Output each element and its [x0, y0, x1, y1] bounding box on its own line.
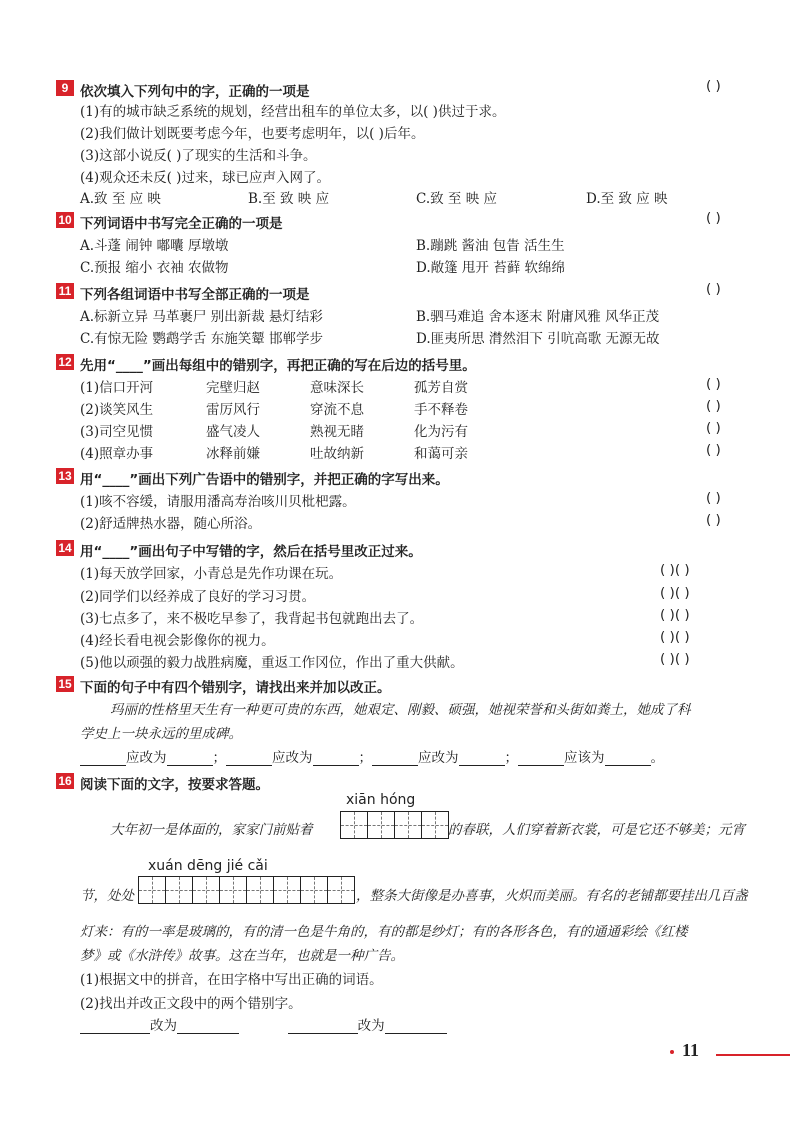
q12-word: 和蔼可亲 — [414, 446, 468, 462]
fill-blank[interactable] — [518, 753, 564, 766]
fix-label: 改为 — [357, 1018, 385, 1034]
answer-paren: ( )( ) — [660, 585, 690, 601]
pinyin-2: xuán dēng jié cǎi — [148, 858, 268, 874]
answer-paren: ( ) — [706, 398, 721, 414]
answer-paren: ( )( ) — [660, 629, 690, 645]
question-number-14: 14 — [56, 540, 74, 556]
q16-sub-1: (1)根据文中的拼音，在田字格中写出正确的词语。 — [80, 972, 383, 988]
q11-option-a: A.标新立异 马革裹尸 别出新裁 悬灯结彩 — [80, 309, 323, 325]
q11-option-c: C.有惊无险 鹦鹉学舌 东施笑颦 邯郸学步 — [80, 331, 324, 347]
q13-line-2: (2)舒适牌热水器，随心所浴。 — [80, 516, 262, 532]
tianzige-grid-2[interactable] — [138, 876, 355, 904]
q14-line-2: (2)同学们以经养成了良好的学习习贯。 — [80, 589, 316, 605]
fill-blank[interactable] — [177, 1021, 239, 1034]
q15-passage-line-2: 学史上一块永远的里成碑。 — [80, 726, 242, 742]
q12-word: 盛气凌人 — [206, 424, 260, 440]
answer-paren: ( ) — [706, 210, 721, 226]
q14-line-4: (4)经长看电视会影像你的视力。 — [80, 633, 275, 649]
q9-option-a: A.致 至 应 映 — [80, 191, 161, 207]
answer-paren: ( ) — [706, 281, 721, 297]
fill-label: 应改为 — [126, 750, 167, 766]
fill-blank[interactable] — [226, 753, 272, 766]
fill-label: 应该为 — [564, 750, 605, 766]
q12-word: 意味深长 — [310, 380, 364, 396]
fill-blank[interactable] — [385, 1021, 447, 1034]
q12-word: 完壁归赵 — [206, 380, 260, 396]
page-number: 11 — [682, 1040, 700, 1060]
tianzige-grid-1[interactable] — [340, 811, 449, 839]
question-number-11: 11 — [56, 283, 74, 299]
q13-line-1: (1)咳不容缓，请服用潘高寿治咳川贝枇杷露。 — [80, 494, 356, 510]
question-number-9: 9 — [56, 80, 74, 96]
question-16-title: 阅读下面的文字，按要求答题。 — [80, 777, 269, 793]
q12-word: 吐故纳新 — [310, 446, 364, 462]
answer-paren: ( ) — [706, 512, 721, 528]
answer-paren: ( ) — [706, 376, 721, 392]
question-15-title: 下面的句子中有四个错别字，请找出来并加以改正。 — [80, 680, 391, 696]
q14-line-1: (1)每天放学回家，小青总是先作功课在玩。 — [80, 566, 343, 582]
q9-option-d: D.至 致 应 映 — [586, 191, 668, 207]
q15-fill-line: 应改为 ； 应改为 ； 应改为 ； 应该为 。 — [80, 746, 664, 766]
question-number-13: 13 — [56, 468, 74, 484]
question-number-12: 12 — [56, 354, 74, 370]
answer-paren: ( ) — [706, 78, 721, 94]
q10-option-b: B.蹦跳 酱油 包眚 活生生 — [416, 238, 565, 254]
q16-text-2b: ，整条大街像是办喜事，火炽而美丽。有名的老铺都要挂出几百盏 — [356, 888, 748, 904]
fill-blank[interactable] — [80, 1021, 150, 1034]
q14-line-5: (5)他以顽强的毅力战胜病魔，重返工作冈位，作出了重大供献。 — [80, 655, 464, 671]
q12-word: 孤芳自赏 — [414, 380, 468, 396]
question-11-title: 下列各组词语中书写全部正确的一项是 — [80, 287, 310, 303]
q12-word: 冰释前嫌 — [206, 446, 260, 462]
question-number-10: 10 — [56, 212, 74, 228]
q9-line-1: (1)有的城市缺乏系统的规划，经营出租车的单位太多，以( )供过于求。 — [80, 104, 506, 120]
question-number-15: 15 — [56, 676, 74, 692]
q12-word: 手不释卷 — [414, 402, 468, 418]
q9-line-4: (4)观众还未反( )过来，球已应声入网了。 — [80, 170, 330, 186]
answer-paren: ( )( ) — [660, 562, 690, 578]
answer-paren: ( ) — [706, 442, 721, 458]
fix-label: 改为 — [150, 1018, 177, 1034]
answer-paren: ( )( ) — [660, 607, 690, 623]
q15-passage-line-1: 玛丽的性格里天生有一种更可贵的东西，她艰定、刚毅、硕强，她视荣誉和头街如粪土，她成了科 — [110, 702, 691, 718]
question-14-title: 用“____”画出句子中写错的字，然后在括号里改正过来。 — [80, 544, 422, 560]
question-9-title: 依次填入下列句中的字，正确的一项是 — [80, 84, 310, 100]
q9-line-3: (3)这部小说反( )了现实的生活和斗争。 — [80, 148, 317, 164]
q9-option-c: C.致 至 映 应 — [416, 191, 498, 207]
question-12-title: 先用“____”画出每组中的错别字，再把正确的写在后边的括号里。 — [80, 358, 476, 374]
q16-text-2a: 节，处处 — [80, 888, 134, 904]
answer-paren: ( ) — [706, 420, 721, 436]
q11-option-d: D.匪夷所思 潸然泪下 引吭高歌 无源无故 — [416, 331, 660, 347]
page-dot — [670, 1050, 674, 1054]
answer-paren: ( )( ) — [660, 651, 690, 667]
q16-text-1a: 大年初一是体面的，家家门前贴着 — [110, 822, 313, 838]
fill-blank[interactable] — [167, 753, 213, 766]
question-13-title: 用“____”画出下列广告语中的错别字，并把正确的字写出来。 — [80, 472, 449, 488]
fill-blank[interactable] — [288, 1021, 358, 1034]
q9-option-b: B.至 致 映 应 — [248, 191, 330, 207]
fill-blank[interactable] — [605, 753, 651, 766]
fill-blank[interactable] — [80, 753, 126, 766]
q10-option-d: D.敞篷 甩开 苔藓 软绵绵 — [416, 260, 566, 276]
q16-text-4: 梦》或《水浒传》故事。这在当年，也就是一种广告。 — [80, 948, 404, 964]
q12-word: 穿流不息 — [310, 402, 364, 418]
q12-word: (2)谈笑风生 — [80, 402, 154, 418]
answer-paren: ( ) — [706, 490, 721, 506]
fill-label: 应改为 — [418, 750, 459, 766]
q14-line-3: (3)七点多了，来不极吃早参了，我背起书包就跑出去了。 — [80, 611, 424, 627]
q9-line-2: (2)我们做计划既要考虑今年，也要考虑明年，以( )后年。 — [80, 126, 425, 142]
q12-word: (1)信口开河 — [80, 380, 154, 396]
fill-blank[interactable] — [459, 753, 505, 766]
q16-fix-line — [80, 1014, 447, 1034]
page-rule — [716, 1054, 790, 1056]
q12-word: 熟视无睹 — [310, 424, 364, 440]
fill-blank[interactable] — [313, 753, 359, 766]
q10-option-c: C.预报 缩小 衣袖 农做物 — [80, 260, 229, 276]
question-10-title: 下列词语中书写完全正确的一项是 — [80, 216, 283, 232]
q12-word: (4)照章办事 — [80, 446, 154, 462]
fill-label: 应改为 — [272, 750, 313, 766]
pinyin-1: xiān hóng — [346, 792, 416, 808]
fill-blank[interactable] — [372, 753, 418, 766]
q12-word: 雷厉风行 — [206, 402, 260, 418]
q10-option-a: A.斗蓬 闹钟 嘟囔 厚墩墩 — [80, 238, 229, 254]
q12-word: 化为污有 — [414, 424, 468, 440]
q16-sub-2: (2)找出并改正文段中的两个错别字。 — [80, 996, 302, 1012]
question-number-16: 16 — [56, 773, 74, 789]
q16-text-1b: 的春联，人们穿着新衣裳，可是它还不够美；元宵 — [448, 822, 745, 838]
q16-text-3: 灯来：有的一率是玻璃的，有的清一色是牛角的，有的都是纱灯；有的各形各色，有的通通彩绘《红楼 — [80, 924, 688, 940]
q12-word: (3)司空见惯 — [80, 424, 154, 440]
q11-option-b: B.驷马难追 舍本逐末 附庸风雅 风华正茂 — [416, 309, 660, 325]
